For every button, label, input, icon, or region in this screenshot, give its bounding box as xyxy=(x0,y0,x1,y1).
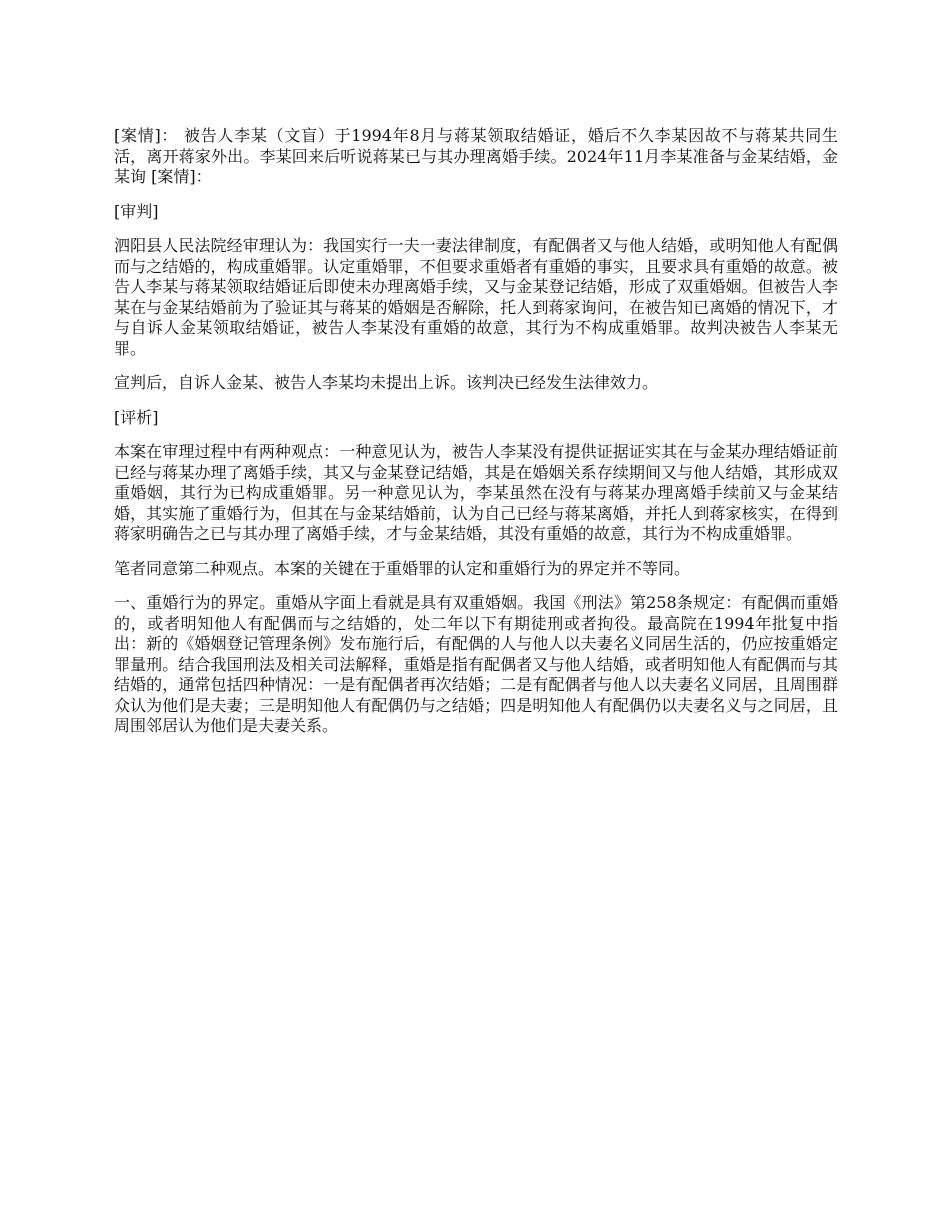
document-body xyxy=(114,126,838,751)
two-views-paragraph: 本案在审理过程中有两种观点：一种意见认为，被告人李某没有提供证据证实其在与金某办理结婚证前已经与蒋某办理了离婚手续，其又与金某登记结婚，其是在婚姻关系存续期间又与他人结婚，其形成双重婚姻，其行为已构成重婚罪。另一种意见认为，李某虽然在没有与蒋某办理离婚手续前又与金某结婚，其实施了重婚行为，但其在与金某结婚前，认为自己已经与蒋某离婚，并托人到蒋家核实，在得到蒋家明确告之已与其办理了离婚手续，才与金某结婚，其没有重婚的故意，其行为不构成重婚罪。 xyxy=(114,442,838,543)
analysis-heading: [评析] xyxy=(114,407,159,427)
court-ruling-paragraph: 泗阳县人民法院经审理认为：我国实行一夫一妻法律制度，有配偶者又与他人结婚，或明知他人有配偶而与之结婚的，构成重婚罪。认定重婚罪，不但要求重婚者有重婚的事实，且要求具有重婚的故意。被告人李某与蒋某领取结婚证后即使未办理离婚手续，又与金某登记结婚，形成了双重婚姻。但被告人李某在与金某结婚前为了验证其与蒋某的婚姻是否解除，托人到蒋家询问，在被告知已离婚的情况下，才与自诉人金某领取结婚证，被告人李某没有重婚的故意，其行为不构成重婚罪。故判决被告人李某无罪。 xyxy=(114,236,838,358)
verdict-effect-paragraph: 宣判后，自诉人金某、被告人李某均未提出上诉。该判决已经发生法律效力。 xyxy=(114,373,659,392)
case-facts-paragraph: [案情]： 被告人李某（文盲）于1994年8月与蒋某领取结婚证，婚后不久李某因故不与蒋某共同生活，离开蒋家外出。李某回来后听说蒋某已与其办理离婚手续。2024年11月李某准备与金某结婚，金某询 [案情]： xyxy=(114,126,838,186)
bigamy-definition-paragraph: 一、重婚行为的界定。重婚从字面上看就是具有双重婚姻。我国《刑法》第258条规定：有配偶而重婚的，或者明知他人有配偶而与之结婚的，处二年以下有期徒刑或者拘役。最高院在1994年批复中指出：新的《婚姻登记管理条例》发布施行后，有配偶的人与他人以夫妻名义同居生活的，仍应按重婚定罪量刑。结合我国刑法及相关司法解释，重婚是指有配偶者又与他人结婚，或者明知他人有配偶而与其结婚的，通常包括四种情况：一是有配偶者再次结婚；二是有配偶者与他人以夫妻名义同居，且周围群众认为他们是夫妻；三是明知他人有配偶仍与之结婚；四是明知他人有配偶仍以夫妻名义与之同居，且周围邻居认为他们是夫妻关系。 xyxy=(114,593,838,735)
author-view-paragraph: 笔者同意第二种观点。本案的关键在于重婚罪的认定和重婚行为的界定并不等同。 xyxy=(114,558,691,578)
trial-heading: [审判] xyxy=(114,201,159,221)
